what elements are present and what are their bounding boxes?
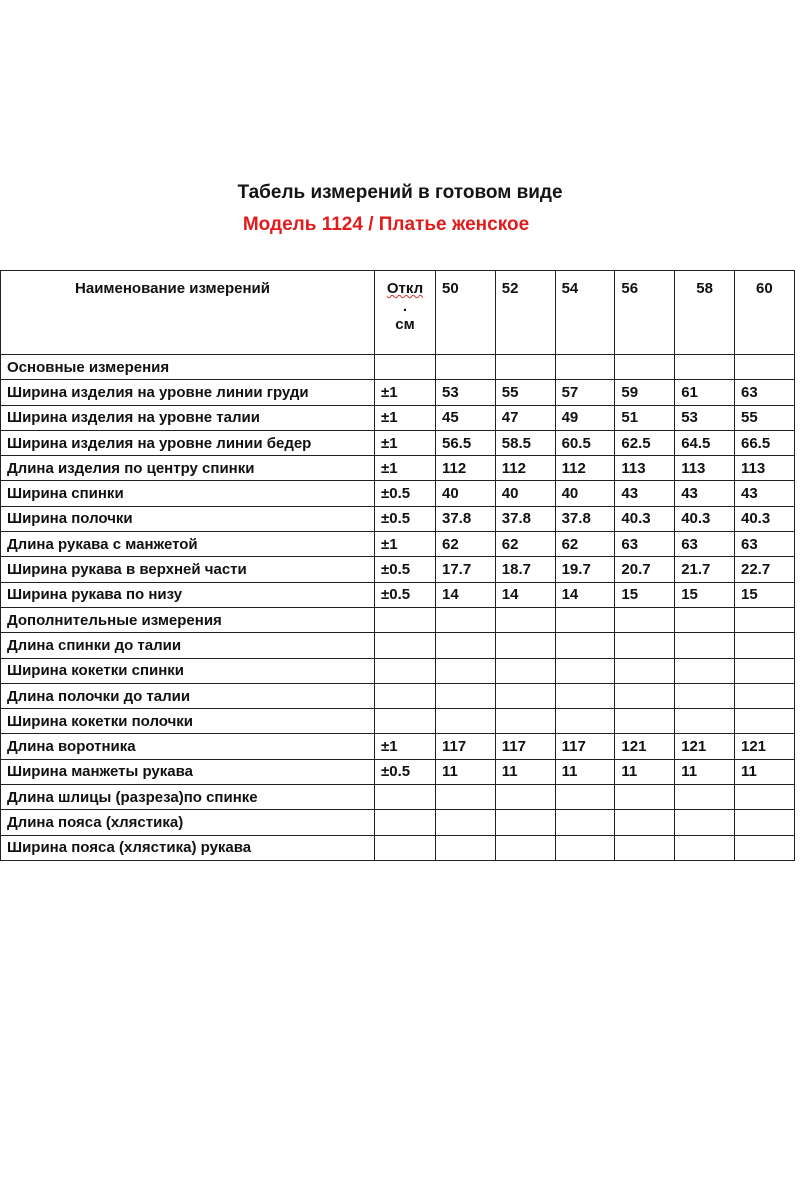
size-value-cell: 63 [734, 532, 794, 557]
measurement-name-cell: Ширина изделия на уровне линии груди [1, 380, 375, 405]
measurement-name-cell: Ширина рукава по низу [1, 582, 375, 607]
size-value-cell [495, 633, 555, 658]
header-size-54: 54 [555, 271, 615, 355]
size-value-cell [555, 658, 615, 683]
size-value-cell: 11 [495, 759, 555, 784]
size-value-cell: 11 [555, 759, 615, 784]
size-value-cell: 11 [675, 759, 735, 784]
table-row [1, 355, 795, 380]
table-row [1, 835, 795, 860]
size-value-cell: 60.5 [555, 430, 615, 455]
size-value-cell: 51 [615, 405, 675, 430]
size-value-cell [555, 709, 615, 734]
size-value-cell: 14 [436, 582, 496, 607]
measurement-name-cell: Дополнительные измерения [1, 607, 375, 632]
size-value-cell [615, 785, 675, 810]
header-size-58: 58 [675, 271, 735, 355]
size-value-cell: 117 [495, 734, 555, 759]
size-value-cell [436, 709, 496, 734]
tolerance-cell: ±1 [375, 405, 436, 430]
tolerance-cell [375, 683, 436, 708]
measurement-name-cell: Ширина манжеты рукава [1, 759, 375, 784]
size-value-cell: 112 [495, 456, 555, 481]
tolerance-cell [375, 810, 436, 835]
size-value-cell: 121 [675, 734, 735, 759]
size-value-cell: 62 [495, 532, 555, 557]
table-row [1, 380, 795, 405]
tolerance-cell: ±1 [375, 430, 436, 455]
size-value-cell [436, 810, 496, 835]
size-value-cell: 63 [675, 532, 735, 557]
size-value-cell: 43 [675, 481, 735, 506]
size-value-cell [436, 658, 496, 683]
size-value-cell: 47 [495, 405, 555, 430]
table-row [1, 582, 795, 607]
size-value-cell [734, 683, 794, 708]
measurement-name-cell: Ширина изделия на уровне талии [1, 405, 375, 430]
size-value-cell [734, 785, 794, 810]
size-value-cell [555, 835, 615, 860]
size-value-cell: 22.7 [734, 557, 794, 582]
size-value-cell [675, 683, 735, 708]
size-value-cell [495, 658, 555, 683]
size-value-cell: 57 [555, 380, 615, 405]
size-value-cell: 11 [615, 759, 675, 784]
size-value-cell [734, 633, 794, 658]
size-value-cell: 62.5 [615, 430, 675, 455]
size-value-cell [436, 355, 496, 380]
size-value-cell: 112 [555, 456, 615, 481]
header-measurement-name: Наименование измерений [1, 271, 375, 355]
size-value-cell: 43 [615, 481, 675, 506]
size-value-cell [436, 607, 496, 632]
size-value-cell: 64.5 [675, 430, 735, 455]
table-row [1, 456, 795, 481]
size-value-cell: 121 [734, 734, 794, 759]
size-value-cell: 113 [675, 456, 735, 481]
size-value-cell [615, 683, 675, 708]
measurement-name-cell: Ширина кокетки полочки [1, 709, 375, 734]
size-value-cell [615, 810, 675, 835]
size-value-cell: 40.3 [675, 506, 735, 531]
tolerance-cell [375, 355, 436, 380]
table-row [1, 532, 795, 557]
size-value-cell [734, 709, 794, 734]
tolerance-cell [375, 785, 436, 810]
measurement-name-cell: Длина спинки до талии [1, 633, 375, 658]
size-value-cell [615, 607, 675, 632]
tolerance-cell: ±0.5 [375, 506, 436, 531]
table-row [1, 405, 795, 430]
size-value-cell: 55 [734, 405, 794, 430]
measurement-name-cell: Основные измерения [1, 355, 375, 380]
size-value-cell [495, 835, 555, 860]
table-body [1, 355, 795, 861]
size-value-cell: 40 [495, 481, 555, 506]
measurement-name-cell: Ширина кокетки спинки [1, 658, 375, 683]
tolerance-cell: ±0.5 [375, 557, 436, 582]
size-value-cell [555, 810, 615, 835]
tolerance-cell [375, 709, 436, 734]
header-tolerance-line1: Откл [386, 280, 424, 297]
size-value-cell [734, 607, 794, 632]
measurement-name-cell: Длина рукава с манжетой [1, 532, 375, 557]
measurement-name-cell: Длина шлицы (разреза)по спинке [1, 785, 375, 810]
size-value-cell: 58.5 [495, 430, 555, 455]
measurement-name-cell: Ширина пояса (хлястика) рукава [1, 835, 375, 860]
size-value-cell: 53 [675, 405, 735, 430]
size-value-cell: 63 [615, 532, 675, 557]
size-value-cell: 61 [675, 380, 735, 405]
size-value-cell: 40.3 [734, 506, 794, 531]
size-value-cell: 15 [734, 582, 794, 607]
table-row [1, 658, 795, 683]
table-row [1, 481, 795, 506]
header-tolerance [375, 271, 436, 355]
size-value-cell [436, 835, 496, 860]
measurement-name-cell: Длина воротника [1, 734, 375, 759]
table-row [1, 683, 795, 708]
size-value-cell: 55 [495, 380, 555, 405]
size-value-cell [675, 607, 735, 632]
size-value-cell [555, 355, 615, 380]
size-value-cell [734, 355, 794, 380]
measurement-name-cell: Ширина полочки [1, 506, 375, 531]
size-value-cell [495, 355, 555, 380]
size-value-cell [675, 835, 735, 860]
size-value-cell [675, 810, 735, 835]
size-value-cell: 117 [436, 734, 496, 759]
size-value-cell [495, 810, 555, 835]
header-size-56: 56 [615, 271, 675, 355]
tolerance-cell: ±1 [375, 532, 436, 557]
size-value-cell [615, 658, 675, 683]
size-value-cell: 19.7 [555, 557, 615, 582]
size-value-cell: 40 [436, 481, 496, 506]
tolerance-cell: ±1 [375, 456, 436, 481]
size-value-cell: 11 [436, 759, 496, 784]
table-row [1, 810, 795, 835]
tolerance-cell: ±0.5 [375, 582, 436, 607]
size-value-cell: 121 [615, 734, 675, 759]
table-row [1, 759, 795, 784]
size-value-cell [436, 785, 496, 810]
size-value-cell: 37.8 [555, 506, 615, 531]
table-row [1, 506, 795, 531]
size-value-cell: 45 [436, 405, 496, 430]
size-value-cell: 18.7 [495, 557, 555, 582]
size-value-cell [675, 709, 735, 734]
model-subtitle: Модель 1124 / Платье женское [242, 214, 530, 235]
size-value-cell: 40 [555, 481, 615, 506]
table-row [1, 557, 795, 582]
table-row [1, 633, 795, 658]
size-value-cell [734, 835, 794, 860]
size-value-cell: 63 [734, 380, 794, 405]
size-value-cell [734, 810, 794, 835]
size-value-cell: 113 [615, 456, 675, 481]
size-value-cell: 49 [555, 405, 615, 430]
size-value-cell [555, 785, 615, 810]
header-size-50: 50 [436, 271, 496, 355]
size-value-cell [615, 709, 675, 734]
size-value-cell [436, 633, 496, 658]
size-value-cell [495, 683, 555, 708]
page-title: Табель измерений в готовом виде [237, 182, 563, 203]
measurements-table [0, 270, 795, 861]
size-value-cell: 62 [555, 532, 615, 557]
size-value-cell: 15 [615, 582, 675, 607]
size-value-cell [615, 835, 675, 860]
size-value-cell: 66.5 [734, 430, 794, 455]
size-value-cell: 43 [734, 481, 794, 506]
size-value-cell [495, 785, 555, 810]
size-value-cell: 14 [555, 582, 615, 607]
size-value-cell: 37.8 [436, 506, 496, 531]
size-value-cell: 59 [615, 380, 675, 405]
table-row [1, 607, 795, 632]
header-tolerance-line3: см [395, 316, 415, 333]
measurement-name-cell: Длина полочки до талии [1, 683, 375, 708]
tolerance-cell [375, 658, 436, 683]
size-value-cell: 37.8 [495, 506, 555, 531]
size-value-cell: 56.5 [436, 430, 496, 455]
size-value-cell [675, 633, 735, 658]
table-row [1, 734, 795, 759]
measurement-name-cell: Длина пояса (хлястика) [1, 810, 375, 835]
tolerance-cell [375, 633, 436, 658]
size-value-cell: 40.3 [615, 506, 675, 531]
size-value-cell [675, 355, 735, 380]
tolerance-cell [375, 835, 436, 860]
header-tolerance-line2: . [402, 298, 408, 315]
tolerance-cell: ±0.5 [375, 759, 436, 784]
tolerance-cell [375, 607, 436, 632]
size-value-cell: 11 [734, 759, 794, 784]
measurement-name-cell: Длина изделия по центру спинки [1, 456, 375, 481]
size-value-cell: 15 [675, 582, 735, 607]
header-size-52: 52 [495, 271, 555, 355]
size-value-cell: 62 [436, 532, 496, 557]
size-value-cell [555, 607, 615, 632]
size-value-cell: 14 [495, 582, 555, 607]
size-value-cell: 21.7 [675, 557, 735, 582]
measurement-name-cell: Ширина рукава в верхней части [1, 557, 375, 582]
tolerance-cell: ±1 [375, 734, 436, 759]
size-value-cell [675, 785, 735, 810]
tolerance-cell: ±0.5 [375, 481, 436, 506]
measurement-name-cell: Ширина изделия на уровне линии бедер [1, 430, 375, 455]
size-value-cell [555, 633, 615, 658]
size-value-cell [734, 658, 794, 683]
size-value-cell [675, 658, 735, 683]
table-row [1, 430, 795, 455]
size-value-cell [615, 355, 675, 380]
size-value-cell: 53 [436, 380, 496, 405]
size-value-cell: 113 [734, 456, 794, 481]
size-value-cell [436, 683, 496, 708]
size-value-cell: 117 [555, 734, 615, 759]
size-value-cell [495, 709, 555, 734]
measurement-name-cell: Ширина спинки [1, 481, 375, 506]
size-value-cell: 17.7 [436, 557, 496, 582]
table-row [1, 709, 795, 734]
tolerance-cell: ±1 [375, 380, 436, 405]
size-value-cell [555, 683, 615, 708]
size-value-cell [495, 607, 555, 632]
header-size-60: 60 [734, 271, 794, 355]
size-value-cell: 112 [436, 456, 496, 481]
table-header-row [1, 271, 795, 355]
size-value-cell: 20.7 [615, 557, 675, 582]
size-value-cell [615, 633, 675, 658]
table-row [1, 785, 795, 810]
